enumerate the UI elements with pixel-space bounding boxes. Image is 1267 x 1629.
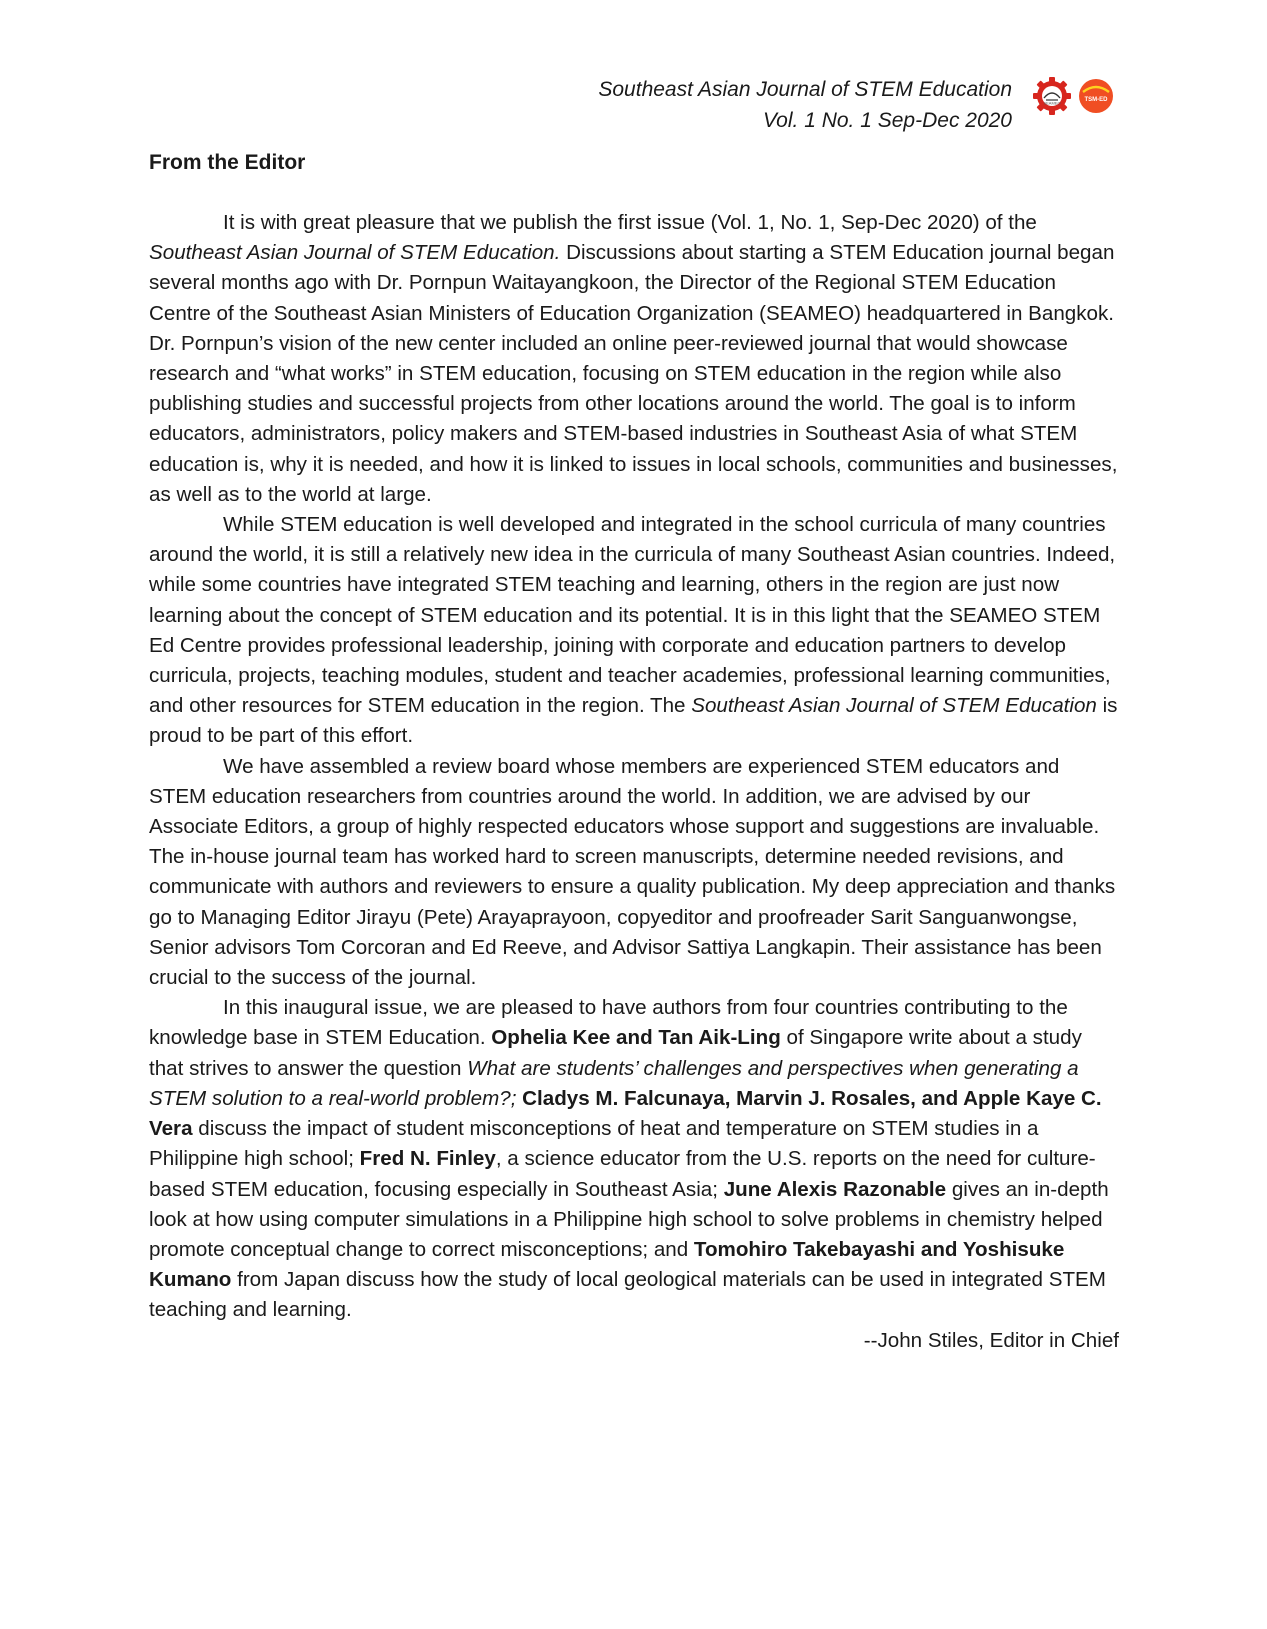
author-names: Tomohiro Takebayashi and Yoshisuke Kumano: [149, 1237, 1065, 1292]
paragraph-text: Discussions about starting a STEM Education journal began several months ago with Dr. Pornpun Waitayangkoon, the Director of the Regional STEM Education Centre of the Southeast Asian Ministers of Education Organization (SEAMEO) headquartered in Bangkok. Dr. Pornpun’s vision of the new center included an online peer-reviewed journal that would showcase research and “what works” in STEM education, focusing on STEM education in the region while also publishing studies and successful projects from other locations around the world. The goal is to inform educators, administrators, policy makers and STEM-based industries in Southeast Asia of what STEM education is, why it is needed, and how it is linked to issues in local schools, communities and businesses, as well as to the world at large.: [149, 241, 1118, 506]
paragraph-3: [149, 752, 1119, 994]
paragraph-1: [149, 208, 1119, 510]
author-names: Ophelia Kee and Tan Aik-Ling: [491, 1026, 781, 1050]
journal-header: [520, 74, 1012, 136]
paragraph-text: It is with great pleasure that we publish the first issue (Vol. 1, No. 1, Sep-Dec 2020) of the: [223, 211, 1037, 234]
author-names: Fred N. Finley: [359, 1147, 496, 1171]
paragraph-text: is proud to be part of this effort.: [149, 694, 1118, 748]
issue-line: Vol. 1 No. 1 Sep-Dec 2020: [762, 109, 1012, 132]
paragraph-4: [149, 993, 1119, 1325]
editor-signature: --John Stiles, Editor in Chief: [863, 1328, 1119, 1352]
research-question-italic: What are students’ challenges and perspectives when generating a STEM solution to a real-world problem?;: [149, 1056, 1079, 1110]
svg-text:TSM-ED: TSM-ED: [1084, 97, 1108, 103]
paragraph-2: [149, 510, 1119, 752]
editorial-title: From the Editor: [149, 151, 306, 174]
paragraph-text: discuss the impact of student misconceptions of heat and temperature on STEM studies in a Philippine high school;: [149, 1117, 1039, 1171]
paragraph-text: gives an in-depth look at how using computer simulations in a Philippine high school to solve problems in chemistry helped promote conceptual change to correct misconceptions; and: [149, 1177, 1109, 1261]
paragraph-text: While STEM education is well developed and integrated in the school curricula of many countries around the world, it is still a relatively new idea in the curricula of many Southeast Asian countries. Indeed, while some countries have integrated STEM teaching and learning, others in the region are just now learning about the concept of STEM education and its potential. It is in this light that the SEAMEO STEM Ed Centre provides professional leadership, joining with corporate and education partners to develop curricula, projects, teaching modules, student and teacher academies, professional learning communities, and other resources for STEM education in the region. The: [149, 513, 1116, 718]
journal-title: Southeast Asian Journal of STEM Education: [598, 78, 1012, 101]
header-logos: [1032, 76, 1118, 116]
paragraph-text: , a science educator from the U.S. reports on the need for culture-based STEM education, focusing especially in Southeast Asia;: [149, 1147, 1096, 1201]
paragraph-text: In this inaugural issue, we are pleased to have authors from four countries contributing to the knowledge base in STEM Education.: [149, 996, 1068, 1050]
editorial-body: [149, 208, 1119, 1356]
author-names: Cladys M. Falcunaya, Marvin J. Rosales, and Apple Kaye C. Vera: [149, 1086, 1102, 1141]
paragraph-text: We have assembled a review board whose members are experienced STEM educators and STEM education researchers from countries around the world. In addition, we are advised by our Associate Editors, a group of highly respected educators whose support and suggestions are invaluable. The in-house journal team has worked hard to screen manuscripts, determine needed revisions, and communicate with authors and reviewers to ensure a quality publication. My deep appreciation and thanks go to Managing Editor Jirayu (Pete) Arayaprayoon, copyeditor and proofreader Sarit Sanguanwongse, Senior advisors Tom Corcoran and Ed Reeve, and Advisor Sattiya Langkapin. Their assistance has been crucial to the success of the journal.: [149, 754, 1116, 990]
stem-ed-sun-logo-icon: [1078, 78, 1114, 114]
journal-name-italic: Southeast Asian Journal of STEM Education.: [149, 241, 561, 265]
svg-text:SEAMEO: SEAMEO: [1043, 100, 1061, 106]
paragraph-text: from Japan discuss how the study of local geological materials can be used in integrated STEM teaching and learning.: [149, 1268, 1106, 1322]
journal-name-italic: Southeast Asian Journal of STEM Education: [691, 694, 1097, 718]
seameo-gear-logo-icon: [1032, 76, 1072, 116]
paragraph-text: of Singapore write about a study that strives to answer the question: [149, 1026, 1082, 1080]
author-names: June Alexis Razonable: [723, 1177, 947, 1201]
